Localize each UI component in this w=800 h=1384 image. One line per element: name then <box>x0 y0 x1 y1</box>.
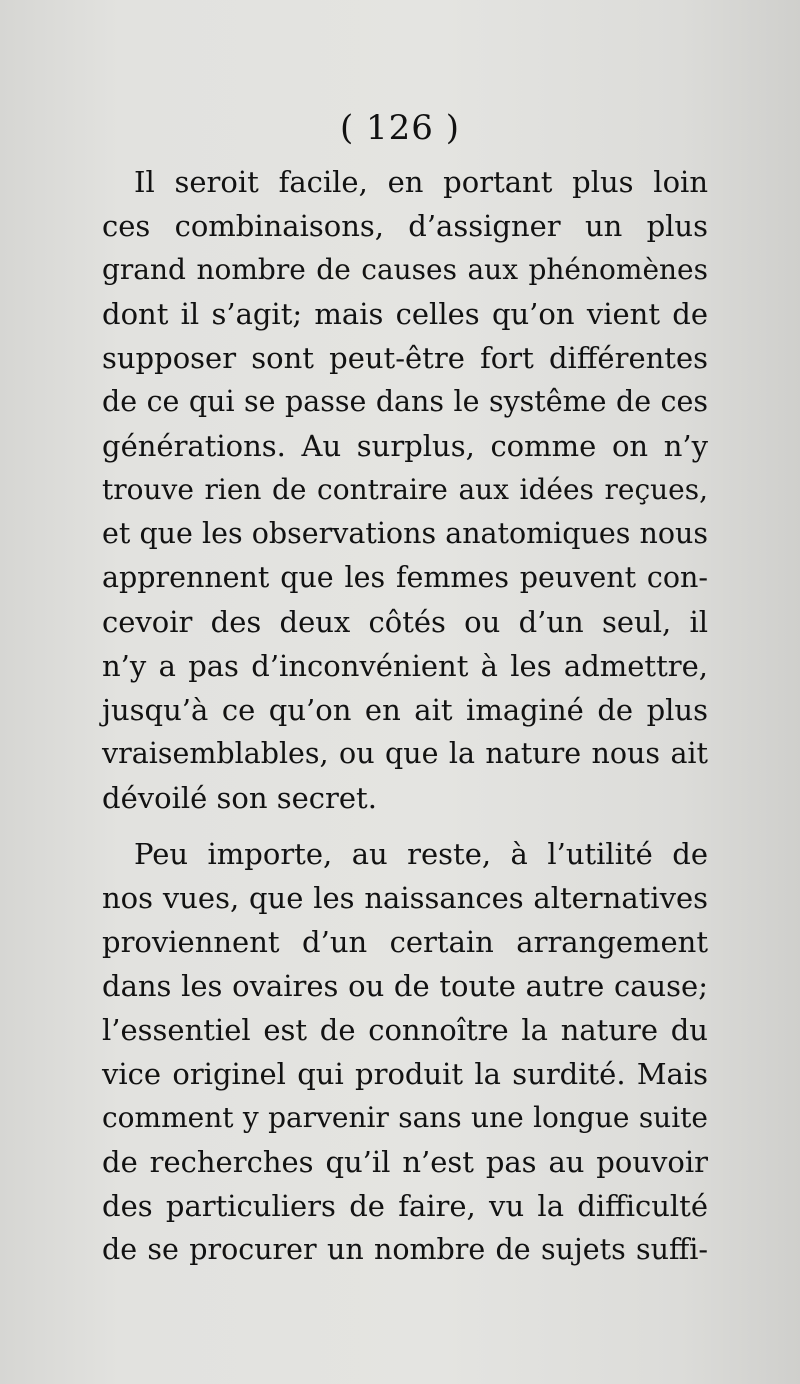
text-line: dont il s’agit; mais celles qu’on vient de <box>102 297 708 331</box>
text-line: vice originel qui produit la surdité. Mais <box>102 1057 708 1091</box>
text-line: générations. Au surplus, comme on n’y <box>102 429 708 463</box>
text-line: l’essentiel est de connoître la nature du <box>102 1013 708 1047</box>
page-number: ( 126 ) <box>339 108 461 148</box>
text-line: Peu importe, au reste, à l’utilité de <box>134 837 708 871</box>
text-line: supposer sont peut-être fort différentes <box>102 341 708 375</box>
paragraph-gap <box>102 820 708 832</box>
paragraph <box>102 832 708 1272</box>
text-line: trouve rien de contraire aux idées reçues, <box>102 473 708 506</box>
text-line: cevoir des deux côtés ou d’un seul, il <box>102 605 708 639</box>
text-line: de se procurer un nombre de sujets suffi- <box>102 1233 708 1266</box>
text-line: de recherches qu’il n’est pas au pouvoir <box>102 1145 708 1179</box>
text-line: et que les observations anatomiques nous <box>102 517 708 550</box>
text-line: comment y parvenir sans une longue suite <box>102 1101 708 1134</box>
text-line: ces combinaisons, d’assigner un plus <box>102 209 708 243</box>
text-line: des particuliers de faire, vu la difficulté <box>102 1189 708 1223</box>
text-line: n’y a pas d’inconvénient à les admettre, <box>102 649 708 683</box>
text-line: vraisemblables, ou que la nature nous ait <box>102 737 708 770</box>
text-line: dans les ovaires ou de toute autre cause; <box>102 969 708 1003</box>
text-line: dévoilé son secret. <box>102 781 377 815</box>
text-line: jusqu’à ce qu’on en ait imaginé de plus <box>102 693 708 727</box>
text-line: grand nombre de causes aux phénomènes <box>102 253 708 286</box>
text-line: Il seroit facile, en portant plus loin <box>134 165 708 199</box>
text-line: nos vues, que les naissances alternatives <box>102 881 708 915</box>
paragraph <box>102 160 708 820</box>
text-line: de ce qui se passe dans le systême de ces <box>102 385 708 418</box>
text-line: proviennent d’un certain arrangement <box>102 925 708 959</box>
text-line: apprennent que les femmes peuvent con- <box>102 561 708 594</box>
body-text <box>102 160 708 1272</box>
